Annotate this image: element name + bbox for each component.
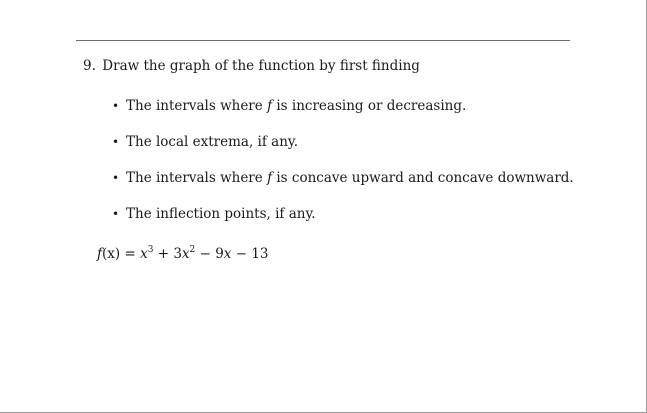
formula-op2: −: [195, 246, 216, 262]
formula-term2-coef: 3: [173, 246, 182, 262]
formula-func-name: f: [97, 246, 102, 262]
item-text-post: is concave upward and concave downward.: [276, 170, 574, 186]
item-text-post: is increasing or decreasing.: [276, 98, 467, 114]
item-text: The inflection points, if any.: [126, 206, 316, 222]
formula-op3: −: [231, 246, 252, 262]
list-item: [112, 169, 574, 205]
top-divider: [76, 40, 570, 41]
formula-op1: +: [153, 246, 174, 262]
function-var: f: [267, 170, 273, 186]
bullet-icon: •: [112, 135, 120, 149]
formula-term1-var: x: [140, 246, 148, 262]
formula-term1-exp: 3: [147, 245, 154, 255]
function-formula: [97, 245, 269, 263]
problem-intro: Draw the graph of the function by first finding: [102, 58, 420, 74]
formula-term3-var: x: [223, 246, 232, 262]
formula-term2-exp: 2: [189, 245, 196, 255]
formula-equals: =: [120, 246, 141, 262]
bullet-icon: •: [112, 171, 120, 185]
problem-number: 9.: [83, 58, 96, 74]
bullet-icon: •: [112, 207, 120, 221]
item-text-pre: The intervals where: [126, 170, 263, 186]
list-item: [112, 205, 574, 241]
problem-statement: [83, 57, 420, 75]
formula-constant: 13: [251, 246, 269, 262]
list-item: [112, 97, 574, 133]
bullet-icon: •: [112, 99, 120, 113]
formula-term3-coef: 9: [215, 246, 224, 262]
list-item: [112, 133, 574, 169]
formula-arg: (x): [102, 246, 121, 262]
formula-term2-var: x: [181, 246, 190, 262]
function-var: f: [267, 98, 273, 114]
requirement-list: [112, 97, 574, 241]
item-text-pre: The intervals where: [126, 98, 263, 114]
item-text: The local extrema, if any.: [126, 134, 299, 150]
